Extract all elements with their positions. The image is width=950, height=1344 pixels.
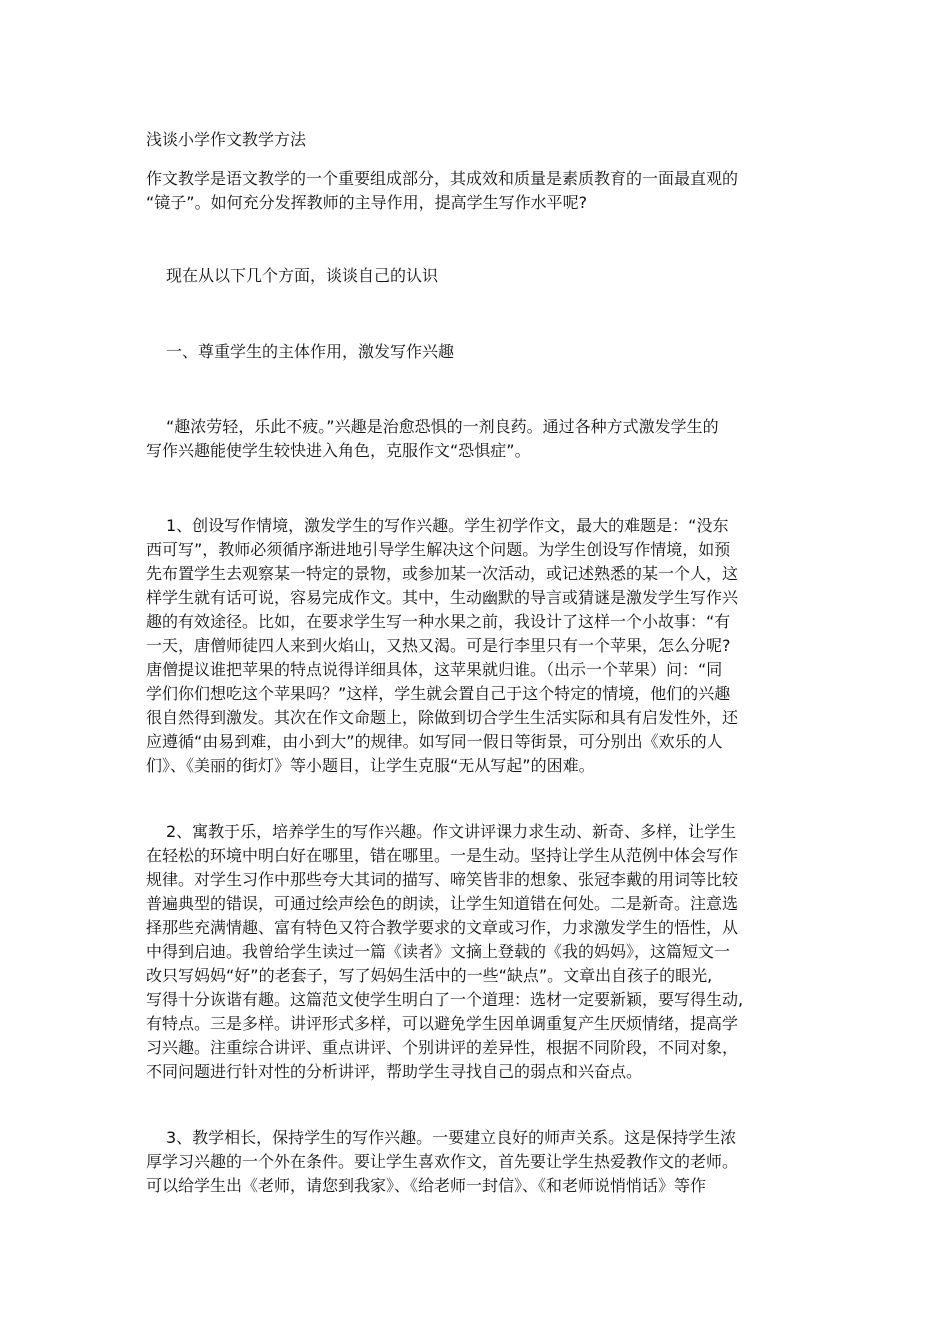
text-line: 2、寓教于乐，培养学生的写作兴趣。作文讲评课力求生动、新奇、多样，让学生: [166, 822, 737, 841]
section-heading-1: [146, 340, 806, 364]
document-title: 浅谈小学作文教学方法: [146, 130, 307, 149]
text-line: 们》、《美丽的街灯》等小题目，让学生克服“无从写起”的困难。: [146, 756, 595, 775]
text-line: 一天，唐僧师徒四人来到火焰山，又热又渴。可是行李里只有一个苹果，怎么分呢?: [146, 636, 731, 655]
text-line: 很自然得到激发。其次在作文命题上，除做到切合学生生活实际和具有启发性外，还: [146, 708, 739, 727]
text-line: 中得到启迪。我曾给学生读过一篇《读者》文摘上登载的《我的妈妈》，这篇短文一: [146, 942, 731, 961]
text-line: 一、尊重学生的主体作用，激发写作兴趣: [166, 342, 455, 361]
text-line: 写得十分诙谐有趣。这篇范文使学生明白了一个道理：选材一定要新颖，要写得生动,: [146, 990, 744, 1009]
paragraph-intro: [146, 167, 806, 215]
paragraph-point-2: [146, 820, 806, 1084]
text-line: 学们你们想吃这个苹果吗？”这样，学生就会置自己于这个特定的情境，他们的兴趣: [146, 684, 731, 703]
text-line: 样学生就有话可说，容易完成作文。其中，生动幽默的导言或猜谜是激发学生写作兴: [146, 588, 739, 607]
text-line: 3、教学相长，保持学生的写作兴趣。一要建立良好的师声关系。这是保持学生浓: [166, 1128, 737, 1147]
text-line: 唐僧提议谁把苹果的特点说得详细具体，这苹果就归谁。（出示一个苹果）问：“同: [146, 660, 723, 679]
paragraph-point-3: [146, 1126, 806, 1198]
text-line: 1、创设写作情境，激发学生的写作兴趣。学生初学作文，最大的难题是：“没东: [166, 516, 729, 535]
text-line: 普遍典型的错误，可通过绘声绘色的朗读，让学生知道错在何处。二是新奇。注意选: [146, 894, 739, 913]
text-line: 规律。对学生习作中那些夸大其词的描写、啼笑皆非的想象、张冠李戴的用词等比较: [146, 870, 739, 889]
paragraph-overview: [146, 264, 806, 288]
text-line: 择那些充满情趣、富有特色又符合教学要求的文章或习作，力求激发学生的悟性，从: [146, 918, 739, 937]
text-line: 习兴趣。注重综合讲评、重点讲评、个别讲评的差异性，根据不同阶段，不同对象，: [146, 1038, 739, 1057]
text-line: 不同问题进行针对性的分析讲评，帮助学生寻找自己的弱点和兴奋点。: [146, 1062, 643, 1081]
text-line: “镜子”。如何充分发挥教师的主导作用，提高学生写作水平呢?: [146, 193, 588, 212]
text-line: 先布置学生去观察某一特定的景物，或参加某一次活动，或记述熟悉的某一个人，这: [146, 564, 739, 583]
paragraph-interest: [146, 415, 806, 463]
text-line: 有特点。三是多样。讲评形式多样，可以避免学生因单调重复产生厌烦情绪，提高学: [146, 1014, 739, 1033]
text-line: 趣的有效途径。比如，在要求学生写一种水果之前，我设计了这样一个小故事：“有: [146, 612, 731, 631]
text-line: 改只写妈妈“好”的老套子，写了妈妈生活中的一些“缺点”。文章出自孩子的眼光,: [146, 966, 713, 985]
text-line: 写作兴趣能使学生较快进入角色，克服作文“恐惧症”。: [146, 441, 531, 460]
text-line: 作文教学是语文教学的一个重要组成部分，其成效和质量是素质教育的一面最直观的: [146, 169, 739, 188]
text-line: 现在从以下几个方面，谈谈自己的认识: [166, 266, 439, 285]
text-line: “趣浓劳轻，乐此不疲。”兴趣是治愈恐惧的一剂良药。通过各种方式激发学生的: [166, 417, 719, 436]
text-line: 厚学习兴趣的一个外在条件。要让学生喜欢作文，首先要让学生热爱教作文的老师。: [146, 1152, 739, 1171]
text-line: 应遵循“由易到难，由小到大”的规律。如写同一假日等街景，可分别出《欢乐的人: [146, 732, 723, 751]
text-line: 在轻松的环境中明白好在哪里，错在哪里。一是生动。坚持让学生从范例中体会写作: [146, 846, 739, 865]
text-line: 可以给学生出《老师，请您到我家》、《给老师一封信》、《和老师说悄悄话》等作: [146, 1176, 707, 1195]
text-line: 西可写”，教师必须循序渐进地引导学生解决这个问题。为学生创设写作情境，如预: [146, 540, 731, 559]
paragraph-point-1: [146, 514, 806, 778]
